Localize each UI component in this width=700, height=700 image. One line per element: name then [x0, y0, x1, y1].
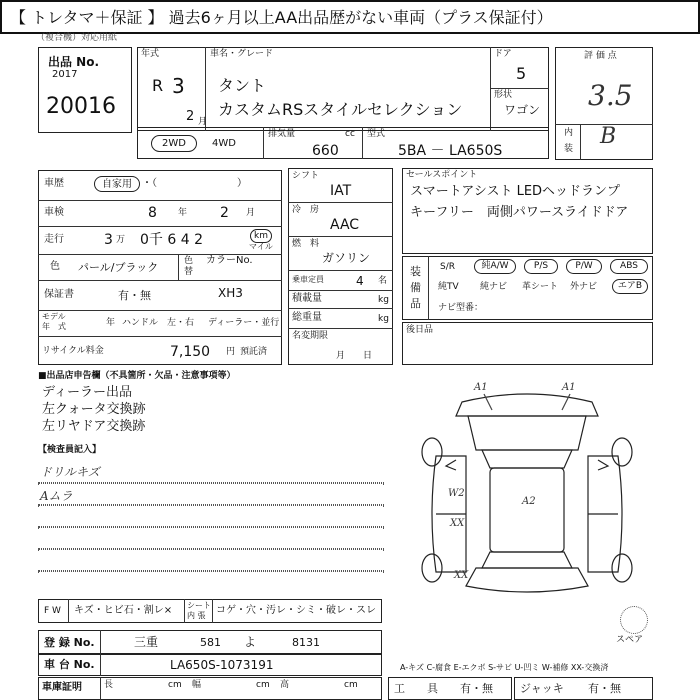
form-subtitle: （複合機）対応用紙 [36, 33, 118, 43]
equipment-label-3: 品 [410, 297, 421, 310]
year-month: 2 [186, 109, 195, 124]
handle-side: ハンドル 左・右 [122, 318, 195, 328]
year-value: 3 [172, 74, 185, 98]
color-value: パール/ブラック [78, 261, 159, 274]
mirror-left [446, 460, 456, 470]
equipment-label-2: 備 [410, 281, 421, 294]
dims-length-unit: cm [168, 680, 182, 690]
equip-leather: 革シート [522, 282, 559, 292]
damage-legend: A-キズ C-腐食 E-エクボ S-サビ U-凹ミ W-補修 XX-交換済 [400, 663, 609, 672]
damage-mark-front-right: A1 [562, 382, 576, 393]
dims-height: 高 [280, 680, 290, 690]
recycle-unit: 円 [226, 347, 236, 357]
seat-label-bottom: 内 張 [187, 611, 206, 620]
reg-label: 登 録 No. [44, 636, 95, 649]
car-damage-diagram [402, 372, 653, 600]
capacity-unit: 名 [378, 276, 388, 286]
color-no-value: XH3 [218, 286, 243, 300]
reg-kana: よ [244, 635, 257, 649]
lot-year-tag: 2017 [52, 69, 78, 80]
mileage-label: 走行 [44, 234, 64, 245]
inspector-note-1: ドリルキズ [40, 465, 100, 479]
equip-airbag-selected: エアB [612, 279, 648, 294]
model-label: 型式 [367, 129, 386, 139]
month-unit: 月 [198, 117, 208, 127]
shape-value: ワゴン [504, 103, 541, 117]
dims-box [38, 677, 382, 700]
vehicle-name: タント [218, 76, 267, 95]
model-code: 5BA － LA650S [398, 143, 503, 159]
recycle-label: リサイクル料金 [42, 346, 104, 356]
car-front-outline [456, 394, 598, 416]
car-rear-window [482, 552, 572, 568]
displacement-label: 排気量 [268, 129, 296, 139]
selling-point-2: キーフリー 両側パワースライドドア [410, 205, 629, 220]
reg-serial: 8131 [292, 636, 320, 649]
seat-label-top: シート [187, 601, 211, 610]
inspector-label: 【検査員記入】 [38, 445, 102, 455]
capacity-label: 乗車定員 [292, 275, 324, 284]
history-paren: ・（ ） [142, 178, 247, 189]
year-era: R [152, 76, 164, 95]
after-items-box [402, 322, 653, 365]
warranty-value: 有・無 [118, 289, 151, 302]
after-items-label: 後日品 [406, 325, 434, 335]
inspection-month-unit: 月 [246, 208, 256, 218]
dealer-type: ディーラー・並行 [208, 318, 280, 328]
history-label: 車歴 [44, 178, 64, 189]
fw-value: キズ・ヒビ石・割レ× [74, 605, 173, 616]
inspection-year: 8 [148, 205, 157, 221]
warranty-label: 保証書 [44, 289, 74, 300]
fw-label: F W [44, 606, 61, 616]
ac-value: AAC [330, 217, 360, 233]
equip-navi-model: ナビ型番： [438, 303, 484, 313]
door-label: ドア [494, 49, 512, 59]
reg-class-no: 581 [200, 636, 221, 649]
vehicle-grade: カスタムRSスタイルセレクション [218, 100, 463, 119]
equipment-label-1: 装 [410, 265, 421, 278]
selling-point-1: スマートアシスト LEDヘッドランプ [410, 184, 621, 199]
change-label: 名変期限 [292, 331, 329, 341]
car-roof [490, 468, 564, 552]
model-year-label-top: モデル [42, 312, 66, 321]
equip-abs-selected: ABS [610, 259, 648, 274]
lot-no-label: 出品 No. [48, 55, 100, 69]
fuel-label: 燃 料 [292, 239, 320, 249]
notes-line-3: 左リヤドア交換跡 [42, 419, 146, 434]
shift-value: IAT [330, 183, 352, 199]
mile-unit: マイル [249, 242, 273, 251]
wheel-rear-right [612, 554, 632, 582]
color-label: 色 [50, 261, 60, 272]
lot-number: 20016 [46, 94, 116, 119]
drive-4wd: 4WD [212, 138, 236, 149]
damage-mark-front-left: A1 [474, 382, 488, 393]
mileage-man-unit: 万 [116, 235, 126, 245]
load-unit: kg [378, 295, 389, 305]
wheel-front-right [612, 438, 632, 466]
interior-label-top: 内 [564, 128, 574, 138]
color-no-label: カラーNo. [206, 255, 253, 266]
inspection-month: 2 [220, 205, 229, 221]
shift-label: シフト [292, 171, 320, 181]
notes-label: ■出品店申告欄（不具箇所・欠品・注意事項等） [38, 371, 236, 381]
name-label: 車名・グレード [210, 49, 274, 59]
shape-label: 形状 [494, 90, 513, 100]
inspection-label: 車検 [44, 207, 64, 218]
dims-width: 幅 [192, 680, 202, 690]
damage-mark-left-quarter: W2 [448, 488, 465, 499]
history-value-selected: 自家用 [94, 176, 140, 192]
capacity-value: 4 [356, 274, 364, 288]
jack-value: 有・無 [588, 682, 621, 695]
equip-pw-selected: P/W [566, 259, 602, 274]
color-change-bottom: 替 [184, 267, 194, 277]
wheel-front-left [422, 438, 442, 466]
recycle-amount: 7,150 [170, 344, 211, 360]
km-unit-selected: km [250, 229, 272, 243]
interior-score: B [600, 124, 617, 149]
drive-2wd-selected: 2WD [151, 135, 197, 152]
displacement-value: 660 [312, 143, 339, 159]
year-label: 年式 [141, 49, 160, 59]
load-label: 積載量 [292, 293, 322, 304]
damage-mark-left-door: XX [450, 518, 465, 529]
notes-line-1: ディーラー出品 [42, 385, 132, 400]
notes-line-2: 左クォータ交換跡 [42, 402, 146, 417]
door-count: 5 [516, 64, 527, 83]
inspector-note-2: Aムラ [40, 489, 73, 503]
fuel-value: ガソリン [322, 251, 371, 265]
equip-navi: 純ナビ [480, 282, 508, 292]
weight-unit: kg [378, 314, 389, 324]
model-year-label-bottom: 年 式 [42, 322, 66, 331]
equip-ps-selected: P/S [524, 259, 558, 274]
dims-width-unit: cm [256, 680, 270, 690]
score-value: 3.5 [588, 79, 633, 112]
spare-label: スペア [616, 635, 644, 645]
equip-ext-navi: 外ナビ [570, 282, 598, 292]
equip-tv: 純TV [438, 282, 459, 292]
change-unit: 月 日 [336, 351, 373, 361]
ac-label: 冷 房 [292, 205, 320, 215]
dims-height-unit: cm [344, 680, 358, 690]
weight-label: 総重量 [292, 312, 322, 323]
car-hood-outline [468, 416, 586, 450]
score-label: 評 価 点 [584, 51, 617, 61]
car-rear-outline [466, 568, 588, 592]
chassis-label: 車 台 No. [44, 658, 95, 671]
car-windshield [482, 450, 572, 468]
header-banner-text: 【 トレタマ＋保証 】 過去6ヶ月以上AA出品歴がない車両（プラス保証付） [10, 8, 553, 27]
selling-points-label: セールスポイント [406, 170, 478, 180]
reg-prefecture: 三重 [134, 635, 159, 649]
spare-tire-icon [620, 606, 648, 634]
interior-label-bottom: 装 [564, 144, 574, 154]
recycle-status: 預託済 [240, 347, 268, 357]
jack-label: ジャッキ [520, 682, 564, 695]
damage-mark-roof: A2 [522, 496, 536, 507]
model-year-unit: 年 [106, 318, 116, 328]
inspection-year-unit: 年 [178, 208, 188, 218]
header-banner [0, 0, 700, 34]
mileage-digits: 0千 6 4 2 [140, 232, 203, 248]
damage-mark-left-rear: XX [454, 570, 469, 581]
tools-label: 工 具 [394, 682, 438, 695]
dims-label: 車庫証明 [42, 682, 82, 693]
displacement-unit: cc [345, 129, 355, 139]
equip-aw-selected: 純A/W [474, 259, 516, 274]
equip-sr: S/R [440, 262, 455, 272]
chassis-number: LA650S-1073191 [170, 658, 274, 672]
tools-value: 有・無 [460, 682, 493, 695]
wheel-rear-left [422, 554, 442, 582]
mirror-right [598, 460, 608, 470]
color-change-top: 色 [184, 256, 194, 266]
mileage-man: 3 [104, 232, 113, 248]
seat-value: コゲ・穴・汚レ・シミ・破レ・スレ [216, 605, 376, 616]
dims-length: 長 [104, 680, 114, 690]
